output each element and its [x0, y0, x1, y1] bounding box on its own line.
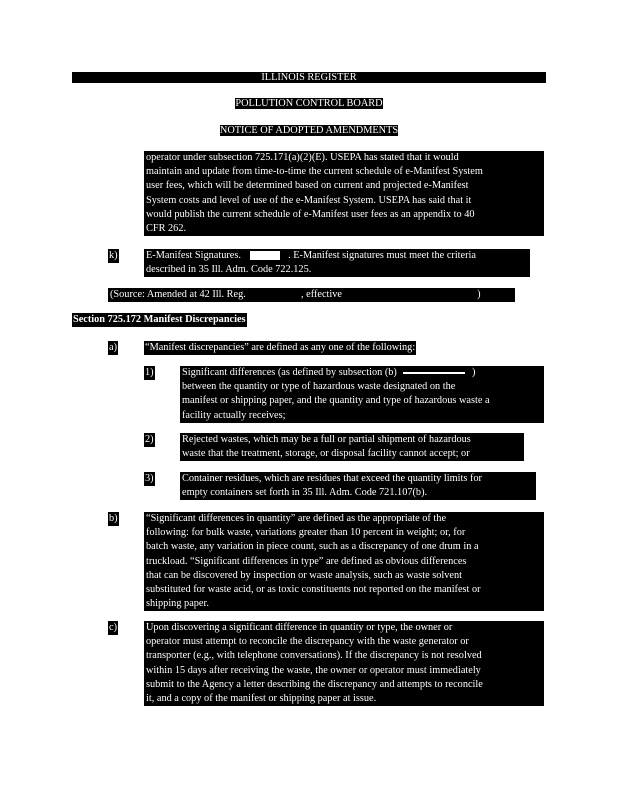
- item-k-line1-a: E-Manifest Signatures.: [146, 250, 241, 261]
- item-k-line1: [146, 249, 528, 263]
- intro-line: System costs and level of use of the e-Manifest System. USEPA has said that it: [146, 194, 472, 206]
- item-k-text: [144, 249, 530, 277]
- item-b-line: batch waste, any variation in piece count, such as a discrepancy of one drum in a: [146, 541, 479, 553]
- register-title: ILLINOIS REGISTER: [261, 72, 357, 83]
- sub1-line: between the quantity or type of hazardous waste designated on the: [182, 381, 456, 393]
- item-b-line: truckload. “Significant differences in type” are defined as obvious differences: [146, 555, 467, 567]
- sub2-line: waste that the treatment, storage, or disposal facility cannot accept; or: [182, 448, 470, 460]
- sub1-text: [180, 366, 544, 423]
- item-c-line: submit to the Agency a letter describing the discrepancy and attempts to reconcile: [146, 678, 483, 690]
- item-b-line: substituted for waste acid, or as toxic constituents not reported on the manifest or: [146, 584, 481, 596]
- sub1-line1-b: ): [472, 367, 476, 378]
- source-note: [108, 288, 515, 302]
- sub1-line1: [182, 366, 542, 380]
- intro-line: maintain and update from time-to-time the current schedule of e-Manifest System: [146, 166, 483, 178]
- sub1-line: facility actually receives;: [182, 409, 286, 421]
- redacted-date: [250, 251, 280, 260]
- notice-title: NOTICE OF ADOPTED AMENDMENTS: [219, 125, 399, 136]
- section-heading: Section 725.172 Manifest Discrepancies: [72, 313, 247, 327]
- sub3-text: [180, 472, 536, 500]
- item-a-text: “Manifest discrepancies” are defined as any one of the following:: [144, 341, 416, 355]
- item-c-label: c): [108, 621, 118, 635]
- source-part-b: , effective: [301, 289, 342, 300]
- redacted-reference: [403, 372, 465, 374]
- item-b-line: following: for bulk waste, variations greater than 10 percent in weight; or, for: [146, 527, 466, 539]
- sub1-line1-a: Significant differences (as defined by subsection (b): [182, 367, 397, 378]
- item-k-line2: described in 35 Ill. Adm. Code 722.125.: [146, 264, 312, 276]
- item-c-line: it, and a copy of the manifest or shipping paper at issue.: [146, 693, 377, 705]
- header-register: [0, 71, 618, 85]
- sub2-line: Rejected wastes, which may be a full or partial shipment of hazardous: [182, 434, 471, 445]
- board-title: POLLUTION CONTROL BOARD: [235, 98, 383, 109]
- intro-line: user fees, which will be determined based on current and projected e-Manifest: [146, 180, 469, 192]
- item-c-line: Upon discovering a significant difference in quantity or type, the owner or: [146, 622, 453, 633]
- intro-line: would publish the current schedule of e-Manifest user fees as an appendix to 40: [146, 208, 475, 220]
- source-note-line: [110, 288, 513, 302]
- source-part-a: (Source: Amended at 42 Ill. Reg.: [110, 289, 246, 300]
- item-b-line: that can be discovered by inspection or waste analysis, such as waste solvent: [146, 569, 462, 581]
- header-notice: [0, 124, 618, 138]
- item-b-text: [144, 512, 544, 611]
- item-b-label: b): [108, 512, 119, 526]
- item-c-line: operator must attempt to reconcile the discrepancy with the waste generator or: [146, 636, 469, 648]
- item-b-line: “Significant differences in quantity” are defined as the appropriate of the: [146, 513, 447, 524]
- sub3-line: Container residues, which are residues that exceed the quantity limits for: [182, 473, 482, 484]
- sub3-line: empty containers set forth in 35 Ill. Adm. Code 721.107(b).: [182, 487, 428, 499]
- item-c-text: [144, 621, 544, 706]
- item-k-line1-b: . E-Manifest signatures must meet the criteria: [288, 250, 476, 261]
- source-part-c: ): [477, 289, 481, 300]
- item-k-label: k): [108, 249, 119, 263]
- item-c-line: within 15 days after receiving the waste, the owner or operator must immediately: [146, 664, 481, 676]
- sub3-label: 3): [144, 472, 155, 486]
- intro-line: operator under subsection 725.171(a)(2)(E). USEPA has stated that it would: [146, 152, 459, 163]
- intro-line: CFR 262.: [146, 223, 187, 235]
- sub1-label: 1): [144, 366, 155, 380]
- item-b-line: shipping paper.: [146, 598, 209, 610]
- header-board: [0, 97, 618, 111]
- sub2-text: [180, 433, 524, 461]
- sub1-line: manifest or shipping paper, and the quantity and type of hazardous waste a: [182, 395, 490, 407]
- sub2-label: 2): [144, 433, 155, 447]
- item-c-line: transporter (e.g., with telephone conversations). If the discrepancy is not resolved: [146, 650, 482, 662]
- item-a-label: a): [108, 341, 118, 355]
- intro-paragraph: [144, 151, 544, 236]
